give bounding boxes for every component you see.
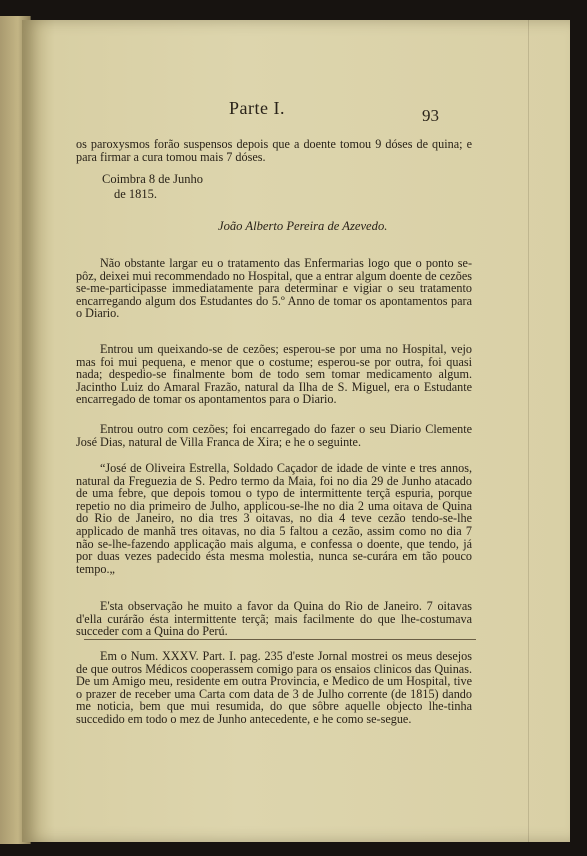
paragraph-text: os paroxysmos forão suspensos depois que a doente tomou 9 dóses de quina; e para firmar a cura tomou mais 7 dóses. [76,137,472,164]
author-signature: João Alberto Pereira de Azevedo. [218,219,388,233]
paragraph-text: Em o Num. XXXV. Part. I. pag. 235 d'este Jornal mostrei os meus desejos de que outros Médicos cooperassem comigo para os ensaios clinicos das Quinas. De um Amigo meu, residente em outra Provincia, e Medico de um Hospital, tive o prazer de receber uma Carta com data de 3 de Julho corrente (de 1815) dando me noticia, bem que mui resumida, do que sôbre aquelle objecto lhe-tinha succedido em todo o mez de Junho antecedente, e he como se-segue. [76,649,472,726]
paragraph-4 [76,423,472,448]
dateline [102,172,203,202]
paragraph-text: Entrou outro com cezões; foi encarregado do fazer o seu Diario Clemente José Dias, natural de Villa Franca de Xira; e he o seguinte. [76,422,472,449]
paragraph-3 [76,343,472,406]
page-number: 93 [422,106,439,125]
page-fold-shadow [528,20,529,842]
paragraph-6 [76,600,472,638]
section-title: Parte I. [229,98,285,118]
paragraph-text: E'sta observação he muito a favor da Quina do Rio de Janeiro. 7 oitavas d'ella curárão ésta intermittente terçã; mais facilmente do que lhe-costumava succeder com a Quina do Perú. [76,599,472,639]
section-divider [84,639,476,640]
paragraph-text: Entrou um queixando-se de cezões; esperou-se por uma no Hospital, vejo mas foi mui pequena, e menor que o costume; esperou-se por outra, foi quasi nada; despedio-se finalmente bom de todo sem tomar medicamento algum. Jacintho Luiz do Amaral Frazão, natural da Ilha de S. Miguel, era o Estudante encarregado de tomar os apontamentos para o Diario. [76,342,472,407]
paragraph-continuation [76,138,472,163]
quoted-case-report [76,462,472,575]
dateline-year: de 1815. [114,187,158,201]
paragraph-text: “José de Oliveira Estrella, Soldado Caçador de idade de vinte e tres annos, natural da Freguezia de S. Pedro termo da Maia, foi no dia 29 de Junho atacado de uma febre, que depois tomou o typo de intermittente terçã espuria, porque repetio no dia primeiro de Julho, applicou-se-lhe no dia 2 uma oitava de Quina do Rio de Janeiro, no dia tres 3 oitavas, no dia 4 teve cezão tendo-se-lhe applicado de manhã tres oitavas, no dia 5 faltou a cezão, assim como no dia 7 não se-lhe-fazendo applicação mais alguma, e confessa o doente, que tendo, já por duas vezes padecido ésta mesma molestia, nunca se-curára em tão pouco tempo.„ [76,461,472,576]
paragraph-2 [76,257,472,320]
page-header [22,78,570,125]
dateline-place: Coimbra 8 de Junho [102,172,204,186]
paragraph-text: Não obstante largar eu o tratamento das Enfermarias logo que o ponto se-pôz, deixei mui recommendado no Hospital, que a entrar algum doente de cezões se-me-participasse immediatamente para determinar e vigiar o seu tratamento encarregando algum dos Estudantes do 5.º Anno de tomar os apontamentos para o Diario. [76,256,472,321]
paragraph-7 [76,650,472,726]
document-page [22,20,570,842]
